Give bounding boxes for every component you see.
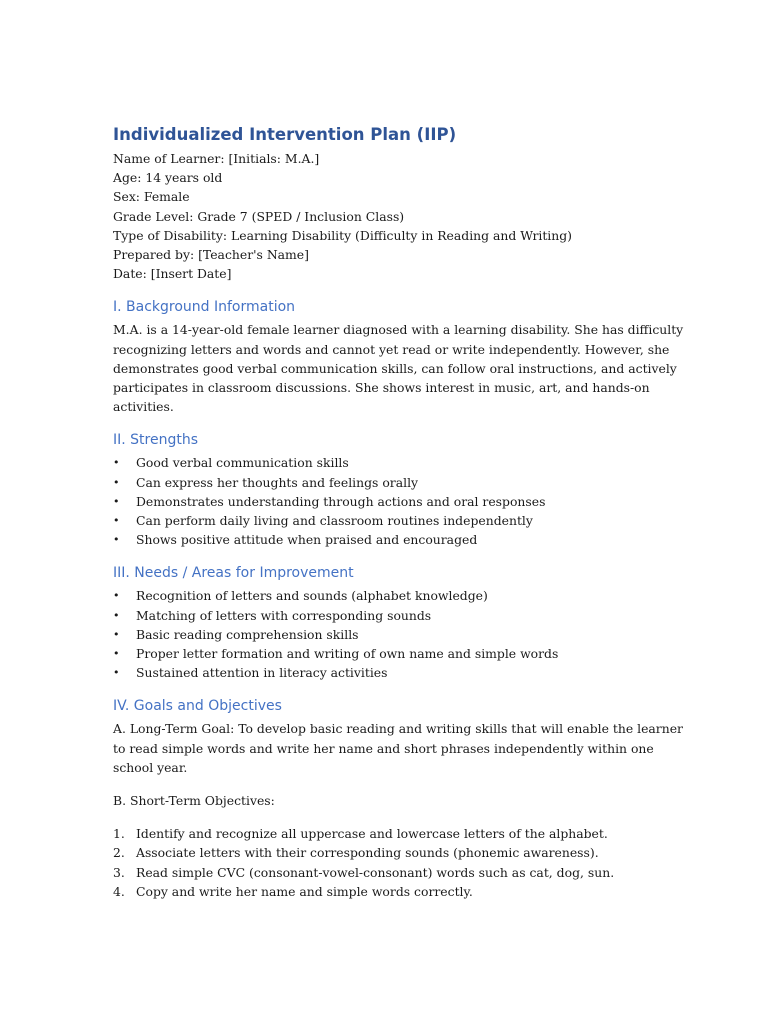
- list-item-text: Can express her thoughts and feelings orally: [136, 474, 419, 490]
- list-number: 3.: [113, 864, 125, 880]
- long-term-goal-line: A. Long-Term Goal: To develop basic reading and writing skills that will enable the learner: [113, 721, 683, 737]
- bullet-icon: •: [113, 589, 120, 603]
- list-item-text: Matching of letters with corresponding sounds: [136, 607, 432, 623]
- list-item-text: Shows positive attitude when praised and encouraged: [136, 532, 478, 548]
- list-item: [113, 606, 653, 625]
- bullet-icon: •: [113, 456, 120, 470]
- strengths-heading: II. Strengths: [113, 432, 199, 449]
- list-item-text: Recognition of letters and sounds (alphabet knowledge): [136, 588, 488, 604]
- background-line: activities.: [113, 399, 174, 415]
- list-item-text: Copy and write her name and simple words correctly.: [136, 883, 473, 899]
- learner-grade-line: Grade Level: Grade 7 (SPED / Inclusion Class): [113, 208, 405, 224]
- list-item: [113, 625, 653, 644]
- list-item-text: Basic reading comprehension skills: [136, 626, 359, 642]
- list-item: [113, 824, 653, 843]
- list-item: [113, 843, 653, 862]
- list-item-text: Read simple CVC (consonant-vowel-consonant) words such as cat, dog, sun.: [136, 864, 615, 880]
- list-number: 2.: [113, 845, 125, 861]
- background-line: demonstrates good verbal communication skills, can follow oral instructions, and actively: [113, 360, 677, 376]
- objectives-list: [113, 824, 653, 901]
- list-item-text: Identify and recognize all uppercase and lowercase letters of the alphabet.: [136, 826, 608, 842]
- prepared-by-line: Prepared by: [Teacher's Name]: [113, 247, 309, 263]
- bullet-icon: •: [113, 514, 120, 528]
- list-item: [113, 511, 653, 530]
- needs-heading: III. Needs / Areas for Improvement: [113, 565, 354, 582]
- list-item: [113, 492, 653, 511]
- list-item: [113, 663, 653, 682]
- list-item-text: Proper letter formation and writing of own name and simple words: [136, 646, 559, 662]
- bullet-icon: •: [113, 475, 120, 489]
- needs-list: [113, 586, 653, 682]
- long-term-goal-paragraph: [113, 719, 683, 777]
- list-item-text: Demonstrates understanding through actions and oral responses: [136, 493, 546, 509]
- learner-info: [113, 149, 653, 283]
- background-line: recognizing letters and words and cannot yet read or write independently. However, she: [113, 341, 670, 357]
- list-item-text: Good verbal communication skills: [136, 455, 349, 471]
- long-term-goal-line: to read simple words and write her name and short phrases independently within one: [113, 740, 654, 756]
- strengths-list: [113, 453, 653, 549]
- list-item: [113, 586, 653, 605]
- list-item: [113, 530, 653, 549]
- background-heading: I. Background Information: [113, 299, 296, 316]
- background-line: participates in classroom discussions. She shows interest in music, art, and hands-on: [113, 380, 650, 396]
- list-item-text: Associate letters with their corresponding sounds (phonemic awareness).: [136, 845, 599, 861]
- list-item: [113, 453, 653, 472]
- bullet-icon: •: [113, 533, 120, 547]
- list-item: [113, 882, 653, 901]
- bullet-icon: •: [113, 608, 120, 622]
- learner-sex-line: Sex: Female: [113, 189, 190, 205]
- short-term-label: B. Short-Term Objectives:: [113, 793, 275, 809]
- bullet-icon: •: [113, 647, 120, 661]
- goals-heading: IV. Goals and Objectives: [113, 698, 282, 715]
- list-item-text: Can perform daily living and classroom routines independently: [136, 513, 533, 529]
- list-number: 4.: [113, 883, 125, 899]
- background-line: M.A. is a 14-year-old female learner diagnosed with a learning disability. She has difficulty: [113, 322, 684, 338]
- list-item: [113, 644, 653, 663]
- learner-disability-line: Type of Disability: Learning Disability (Difficulty in Reading and Writing): [113, 227, 573, 243]
- list-item: [113, 863, 653, 882]
- bullet-icon: •: [113, 627, 120, 641]
- learner-age-line: Age: 14 years old: [113, 170, 223, 186]
- date-line: Date: [Insert Date]: [113, 266, 232, 282]
- list-item-text: Sustained attention in literacy activities: [136, 665, 388, 681]
- document-title: Individualized Intervention Plan (IIP): [113, 125, 457, 144]
- learner-name-line: Name of Learner: [Initials: M.A.]: [113, 151, 320, 166]
- bullet-icon: •: [113, 666, 120, 680]
- long-term-goal-line: school year.: [113, 759, 188, 775]
- list-number: 1.: [113, 826, 125, 842]
- background-paragraph: [113, 320, 684, 416]
- document-page: [113, 124, 684, 901]
- bullet-icon: •: [113, 494, 120, 508]
- list-item: [113, 473, 653, 492]
